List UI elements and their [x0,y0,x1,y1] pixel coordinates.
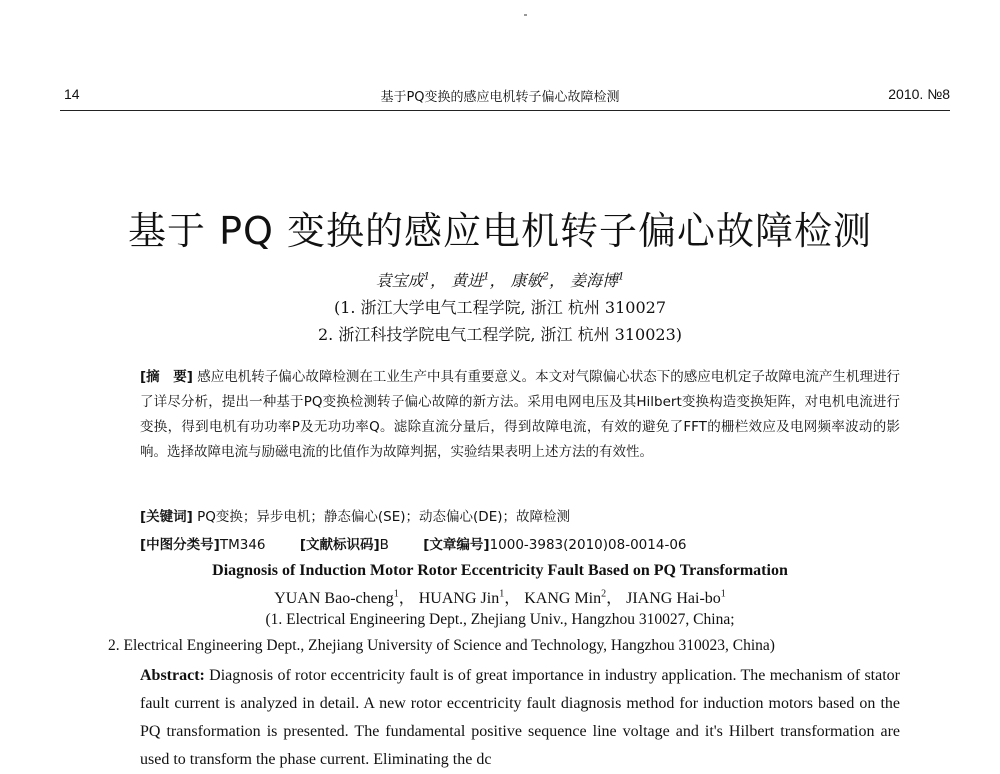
author-name: YUAN Bao-cheng [274,590,394,607]
keywords-cn-label: [关键词] [140,509,193,525]
author-affiliation: 1 [720,588,726,600]
author-list-en: YUAN Bao-cheng$^1$， HUANG Jin$^1$， KANG Min$^2$， JIANG Hai-$bo^1$ [274,588,726,607]
author-affiliation: 1 [393,588,399,600]
scan-mark [524,14,527,16]
author-affiliation: 2 [542,271,549,283]
author-name: 姜海博 [570,271,619,290]
abstract-cn [140,365,900,465]
document-code: [文献标识码]B [299,537,389,553]
author-affiliation: 1 [499,588,505,600]
author-name: KANG Min [524,590,602,607]
author-affiliation: 2 [601,588,607,600]
affiliation-cn-1: (1. 浙江大学电气工程学院, 浙江 杭州 310027 [333,298,667,317]
classification-line [140,533,717,553]
author-affiliation: 1 [483,271,490,283]
author-name: 康敏 [510,271,543,290]
author-affiliation: 1 [618,271,625,283]
abstract-en-label: Abstract: [140,667,205,684]
header-rule [60,110,950,111]
running-title: 基于PQ变换的感应电机转子偏心故障检测 [380,90,620,105]
author-list-cn: 袁宝成$^1$， 黄进$^1$， 康敏$^2$， 姜海博$^1$ [375,271,625,290]
author-name: HUANG Jin [418,590,500,607]
issue-number: 2010. №8 [888,86,950,102]
affiliation-en-2: 2. Electrical Engineering Dept., Zhejiang University of Science and Technology, Hangzhou 310023, China) [108,637,775,654]
article-number: [文章编号]1000-3983(2010)08-0014-06 [423,537,687,553]
affiliation-en-1: (1. Electrical Engineering Dept., Zhejiang Univ., Hangzhou 310027, China; [265,611,735,628]
author-name: 黄进 [451,271,484,290]
page-number: 14 [64,86,80,102]
abstract-en-text: Diagnosis of rotor eccentricity fault is of great importance in industry application. The mechanism of stator fault current is analyzed in detail. A new rotor eccentricity fault diagnosis method for induction motors based on the PQ transformation is presented. The fundamental positive sequence line voltage and it's Hilbert transformation are used to transform the phase current. Eliminating the dc [140,667,900,768]
author-name: JIANG Hai-bo [626,590,721,607]
author-affiliation: 1 [423,271,430,283]
abstract-cn-label: [摘 要] [140,369,193,385]
clc-code: [中图分类号]TM346 [140,537,266,553]
article-title-en: Diagnosis of Induction Motor Rotor Eccentricity Fault Based on PQ Transformation [212,562,788,579]
article-title-cn: 基于 PQ 变换的感应电机转子偏心故障检测 [128,209,872,253]
abstract-cn-text: 感应电机转子偏心故障检测在工业生产中具有重要意义。本文对气隙偏心状态下的感应电机定子故障电流产生机理进行了详尽分析，提出一种基于PQ变换检测转子偏心故障的新方法。采用电网电压及其Hilbert变换构造变换矩阵，对电机电流进行变换，得到电机有功功率P及无功功率Q。滤除直流分量后，得到故障电流，有效的避免了FFT的栅栏效应及电网频率波动的影响。选择故障电流与励磁电流的比值作为故障判据，实验结果表明上述方法的有效性。 [140,369,900,460]
keywords-cn-text: PQ变换；异步电机；静态偏心(SE)；动态偏心(DE)；故障检测 [197,509,570,525]
author-name: 袁宝成 [375,271,424,290]
affiliation-cn-2: 2. 浙江科技学院电气工程学院, 浙江 杭州 310023) [317,325,683,344]
keywords-cn [140,505,900,530]
abstract-en [140,662,900,774]
